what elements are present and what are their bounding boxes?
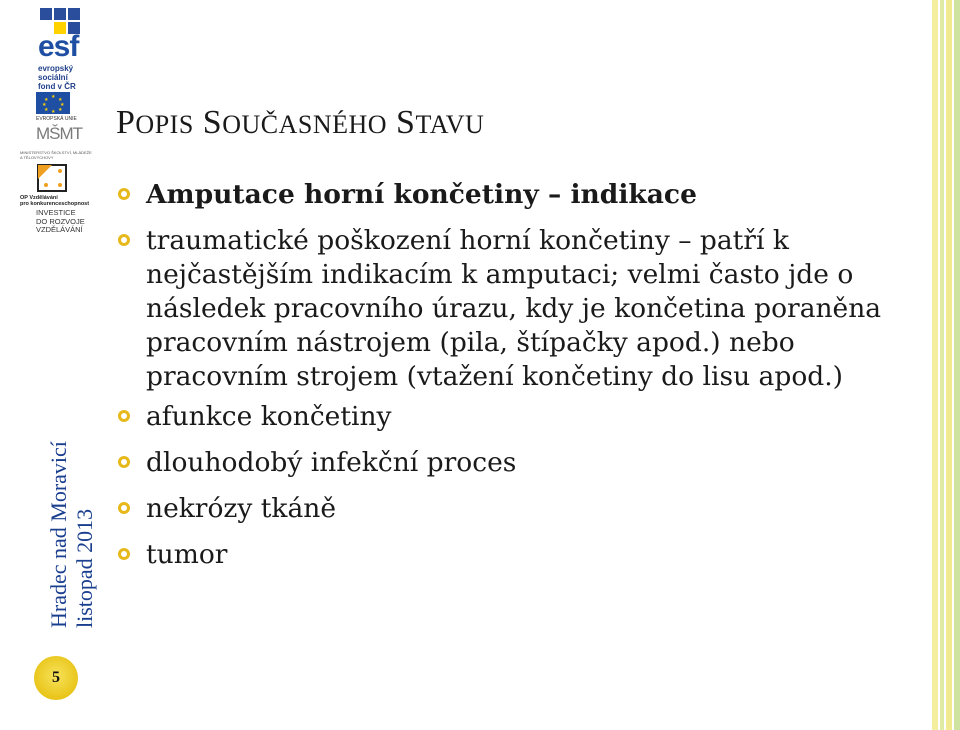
- esf-logo-text: esf: [38, 30, 79, 63]
- side-location-date: [46, 441, 98, 628]
- stripe-green: [954, 0, 960, 730]
- bullet-circle-icon: [118, 456, 130, 468]
- slide-title: POPIS SOUČASNÉHO STAVU: [116, 104, 485, 141]
- side-location: Hradec nad Moravicí: [46, 441, 71, 628]
- bullet-circle-icon: [118, 188, 130, 200]
- list-item: afunkce končetiny: [118, 400, 908, 434]
- page-number: 5: [52, 669, 60, 686]
- list-item: tumor: [118, 538, 908, 572]
- msmt-subtitle: MINISTERSTVO ŠKOLSTVÍ, MLÁDEŽE A TĚLOVÝCHOVY: [20, 150, 92, 160]
- op-logo-icon: [36, 163, 68, 193]
- list-item: nekrózy tkáně: [118, 492, 908, 526]
- bullet-list: [118, 178, 908, 584]
- stripe-yellow: [932, 0, 938, 730]
- bullet-circle-icon: [118, 234, 130, 246]
- side-date: listopad 2013: [72, 508, 97, 628]
- esf-subtitle: evropský sociální fond v ČR: [38, 64, 76, 91]
- list-item: Amputace horní končetiny – indikace: [118, 178, 908, 212]
- eu-label: EVROPSKÁ UNIE: [36, 116, 77, 122]
- stripe-yellow-2: [946, 0, 952, 730]
- decorative-stripes: [932, 0, 960, 730]
- list-item: dlouhodobý infekční proces: [118, 446, 908, 480]
- page-number-badge: [34, 656, 78, 700]
- msmt-logo: MŠMT: [36, 124, 83, 143]
- list-item: traumatické poškození horní končetiny – patří k nejčastějším indikacím k amputaci; velmi často jde o následek pracovního úrazu, kdy je končetina poraněna pracovním nástrojem (pila, štípačky apod.) nebo pracovním strojem (vtažení končetiny do lisu apod.): [118, 224, 908, 394]
- bullet-circle-icon: [118, 410, 130, 422]
- stripe-light-green: [940, 0, 944, 730]
- bullet-circle-icon: [118, 548, 130, 560]
- bullet-circle-icon: [118, 502, 130, 514]
- op-label: OP Vzdělávání pro konkurenceschopnost: [20, 195, 90, 207]
- invest-label: INVESTICE DO ROZVOJE VZDĚLÁVÁNÍ: [36, 208, 85, 234]
- eu-flag-icon: ★ ★ ★ ★ ★ ★ ★ ★: [36, 92, 70, 114]
